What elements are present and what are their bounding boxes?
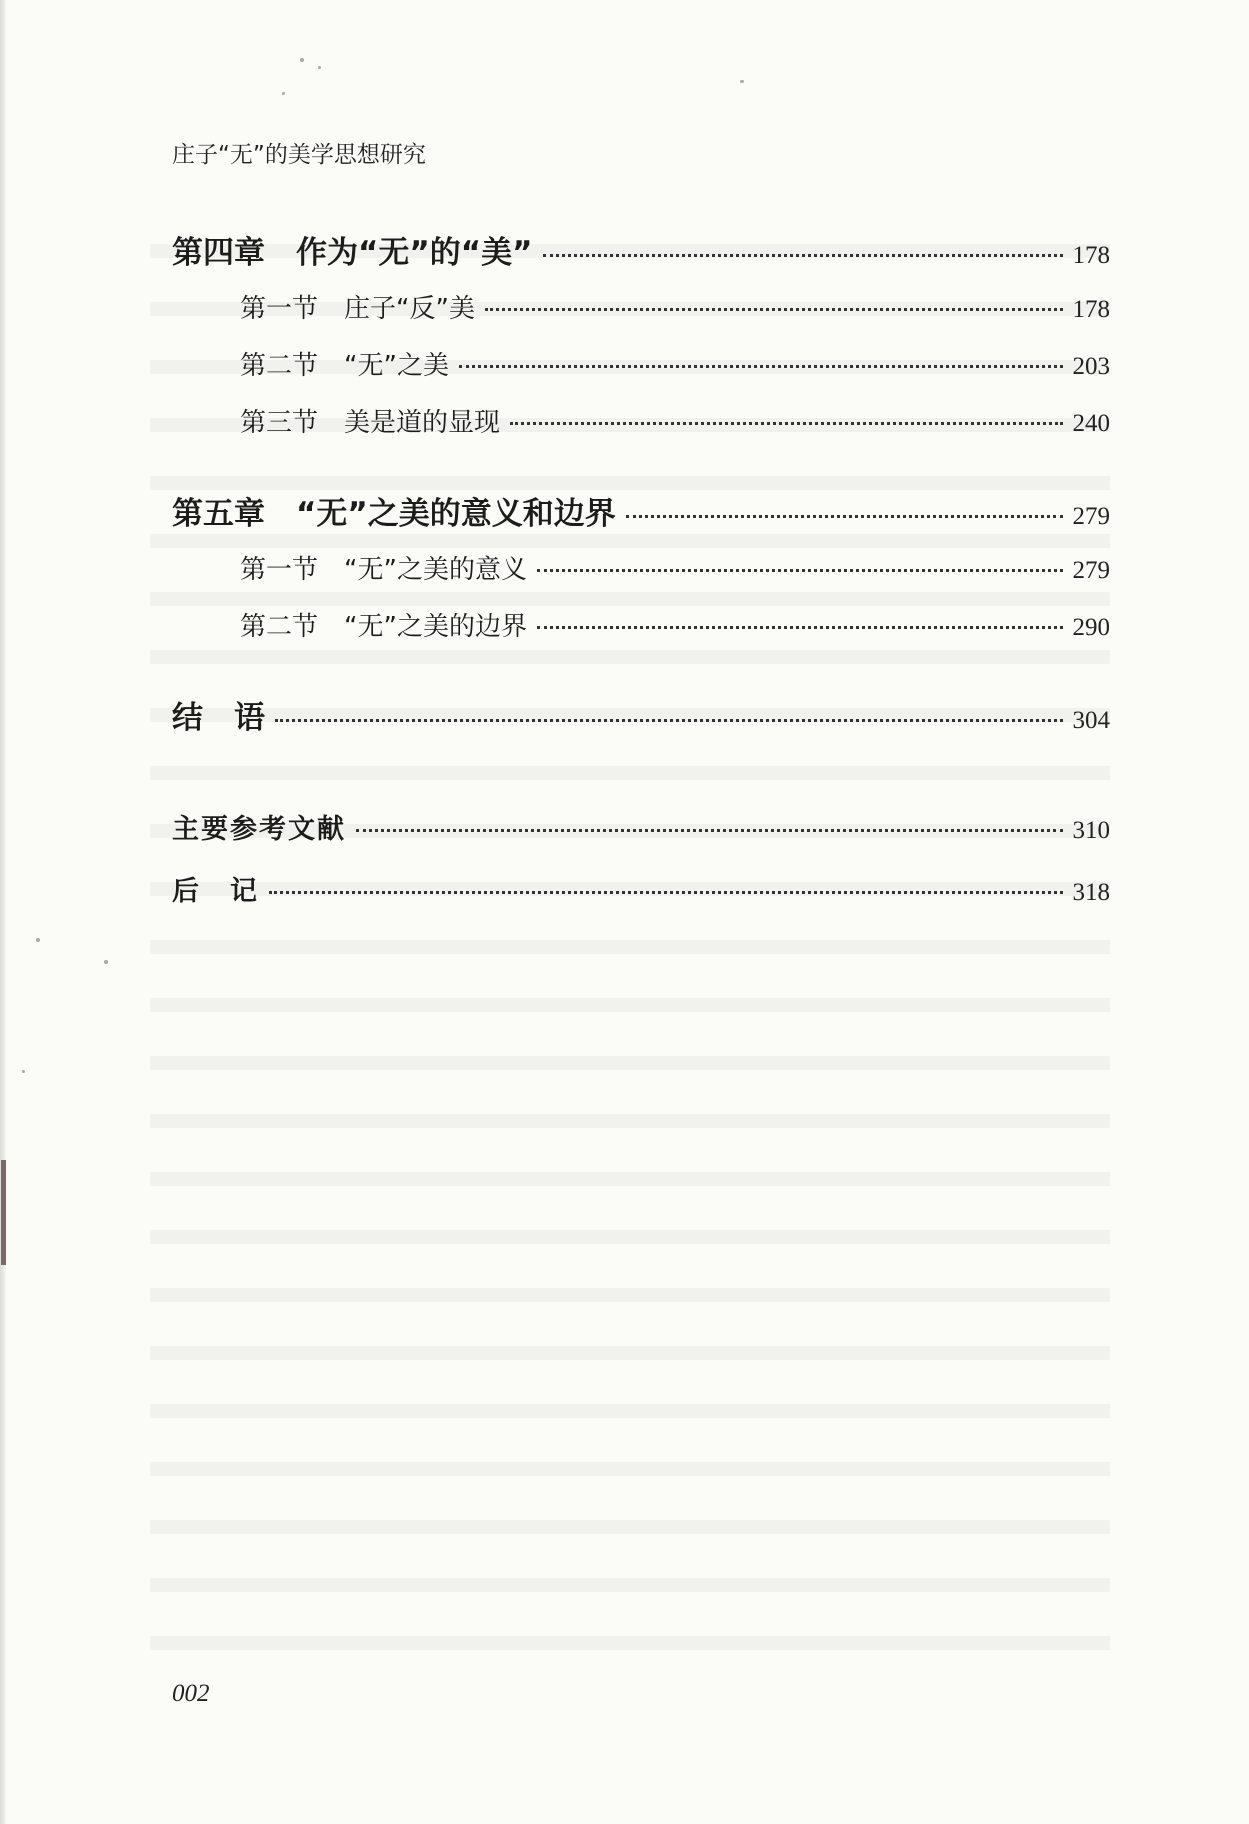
toc-dot-leader — [275, 719, 1063, 722]
toc-dot-leader — [459, 365, 1063, 368]
toc-dot-leader — [626, 515, 1063, 518]
toc-entry-label: 后 记 — [172, 876, 259, 907]
scan-speck — [318, 66, 321, 69]
toc-entry-references[interactable] — [172, 807, 1110, 846]
toc-entry-section-5-2[interactable] — [240, 606, 1110, 643]
toc-entry-page: 279 — [1072, 557, 1110, 584]
scan-speck — [282, 92, 285, 95]
page-number: 002 — [172, 1680, 210, 1707]
toc-entry-section-4-3[interactable] — [240, 402, 1110, 439]
toc-entry-label: 第一节 “无”之美的意义 — [240, 555, 527, 585]
toc-entry-afterword[interactable] — [172, 869, 1110, 908]
toc-entry-label: 第一节 庄子“反”美 — [240, 294, 475, 324]
toc-entry-page: 203 — [1072, 353, 1110, 380]
toc-entry-section-5-1[interactable] — [240, 549, 1110, 586]
toc-entry-label: 第二节 “无”之美的边界 — [240, 612, 527, 642]
toc-entry-section-4-1[interactable] — [240, 288, 1110, 325]
toc-entry-page: 310 — [1072, 817, 1110, 844]
toc-entry-label: 第二节 “无”之美 — [240, 351, 449, 381]
toc-entry-chapter-5[interactable] — [172, 488, 1110, 533]
toc-dot-leader — [485, 308, 1063, 311]
scan-speck — [740, 80, 744, 83]
toc-entry-label: 结 语 — [172, 700, 265, 736]
toc-entry-section-4-2[interactable] — [240, 345, 1110, 382]
toc-dot-leader — [269, 891, 1063, 894]
toc-dot-leader — [356, 829, 1063, 832]
toc-entry-page: 178 — [1072, 296, 1110, 323]
toc-entry-page: 304 — [1072, 707, 1110, 734]
scan-speck — [22, 1070, 25, 1073]
toc-entry-chapter-4[interactable] — [172, 227, 1110, 272]
toc-entry-page: 279 — [1072, 503, 1110, 530]
toc-entry-page: 290 — [1072, 614, 1110, 641]
toc-entry-label: 第三节 美是道的显现 — [240, 408, 501, 438]
toc-entry-conclusion[interactable] — [172, 692, 1110, 737]
page-spine-shadow — [0, 0, 6, 1824]
scan-speck — [36, 938, 40, 942]
binding-mark — [1, 1160, 6, 1265]
toc-entry-page: 318 — [1072, 879, 1110, 906]
toc-entry-page: 240 — [1072, 410, 1110, 437]
toc-entry-label: 第五章 “无”之美的意义和边界 — [172, 496, 616, 532]
running-header: 庄子“无”的美学思想研究 — [172, 142, 426, 168]
toc-entry-page: 178 — [1072, 242, 1110, 269]
toc-dot-leader — [537, 569, 1063, 572]
toc-entry-label: 第四章 作为“无”的“美” — [172, 235, 533, 271]
toc-dot-leader — [543, 254, 1063, 257]
toc-dot-leader — [510, 422, 1062, 425]
scan-speck — [104, 960, 108, 964]
toc-entry-label: 主要参考文献 — [172, 814, 346, 845]
scan-speck — [300, 58, 304, 62]
toc-dot-leader — [537, 626, 1063, 629]
